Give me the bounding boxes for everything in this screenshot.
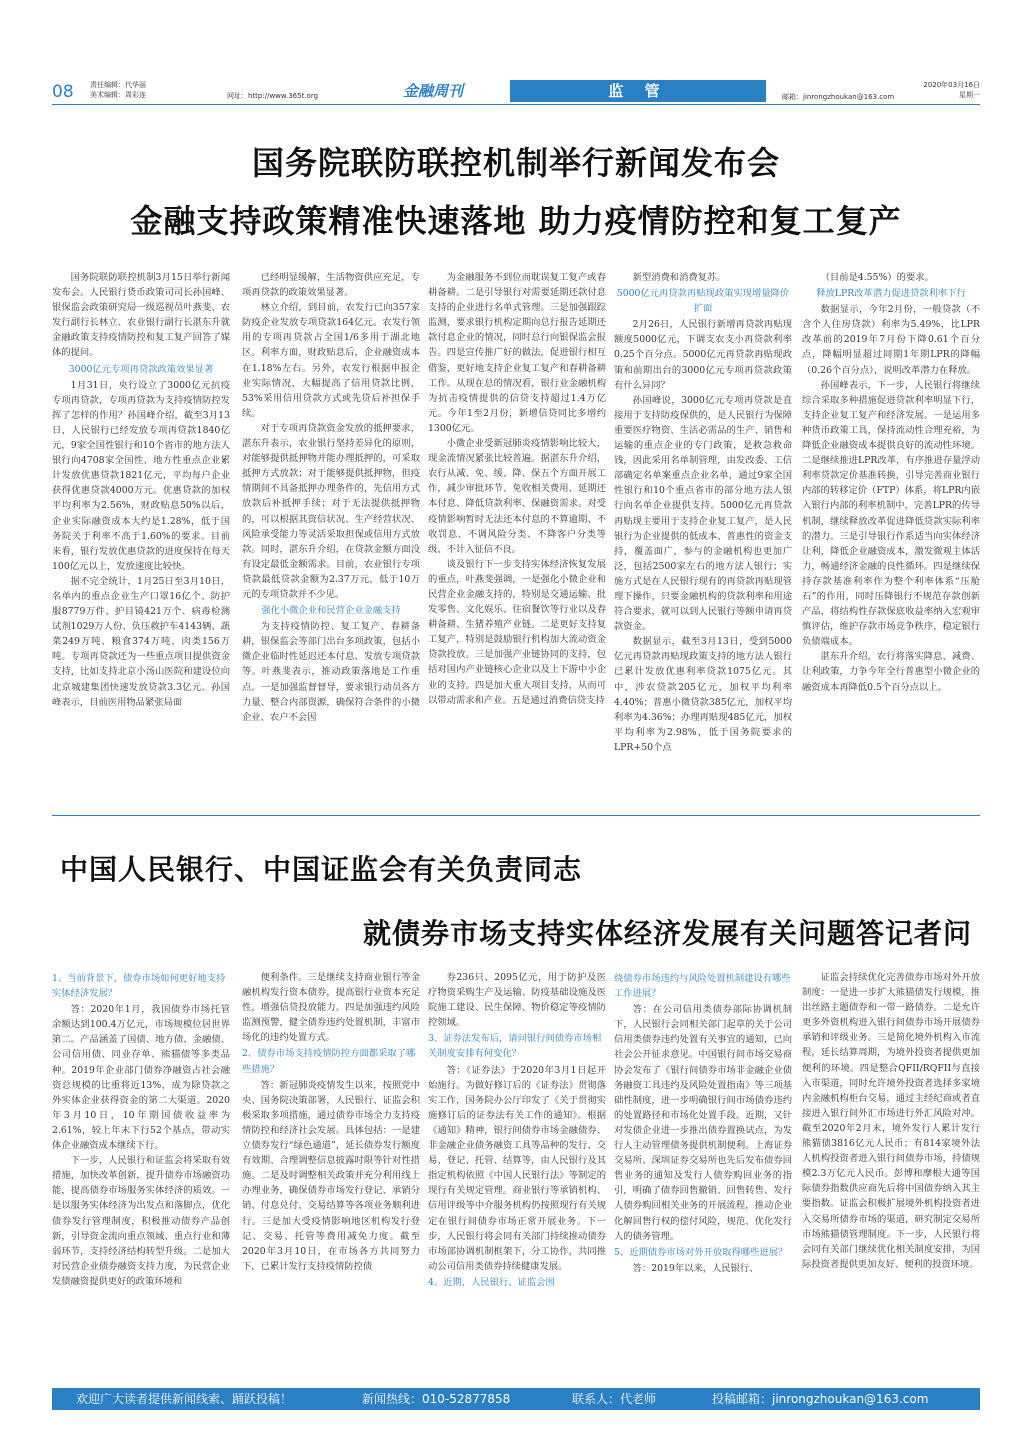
article1-col4 — [614, 270, 792, 800]
section-divider — [52, 815, 980, 816]
subheading: 3、证券法发布后，请问银行间债券市场相关制度安排有何变化？ — [428, 1033, 602, 1060]
paragraph: 答：在公司信用类债券部际协调机制下，人民银行会同相关部门起草的关于公司信用类债券违约处置有关事宜的通知，已向社会公开征求意见。中国银行间市场交易商协会发布了《银行间债券市场非金融企业债务融资工具违约及风险处置指南》等三项基础性制度，进一步明确银行间市场债券违约的处置路径和市场化处置手段。近期，又针对发债企业进一步推出债券置换试点，为发行人主动管理债务提供机制便利。上海证券交易所、深圳证券交易所也先后发布债券回售业务的通知及发行人债券购回业务的指引，明确了债券回售撤销、回售转售、发行人债券购回相关业务的开展流程，推动企业化解回售行权的偿付风险，规范、优化发行人的债务管理。 — [614, 1004, 792, 1242]
footer-hotline: 新闻热线：010-52877858 — [362, 1392, 511, 1406]
website: 网址：http://www.365t.org — [227, 92, 319, 100]
article2-col1 — [52, 970, 230, 1380]
paragraph: 小微企业受新冠肺炎疫情影响比较大，现金流情况紧张比较普遍。据湛东升介绍，农行从减、免、缓、降、保五个方面开展工作，减少审批环节、免收相关费用、延期还本付息、降低贷款利率、保融资需求。对受疫情影响暂时无法还本付息的不算逾期、不收罚息、不调风险分类、不降客户分类等级、不计入征信不良。 — [428, 438, 606, 555]
paragraph: 据不完全统计，1月25日至3月10日，名单内的重点企业生产口罩16亿个、防护服8779万件、护目镜421万个、病毒检测试剂1029万人份、负压救护车4143辆、蔬菜249万吨、粮食374万吨、肉类156万吨。专项再贷款还为一些重点项目提供资金支持，比如支持北京小汤山医院和建设位向北京城建集团快速发放贷款3.3亿元。孙国峰表示，目前医用物品紧张局面 — [52, 575, 230, 708]
article2-col5 — [802, 970, 980, 1380]
article2-col3 — [428, 970, 606, 1380]
article1-headline2: 金融支持政策精准快速落地 助力疫情防控和复工复产 — [130, 202, 902, 240]
paragraph: 数据显示，截至3月13日，受到5000亿元再贷款再贴现政策支持的地方法人银行已累计发放优惠利率贷款1075亿元。其中，涉农贷款205亿元，加权平均利率4.40%；普惠小微贷款385亿元，加权平均利率为4.36%；办理再贴现485亿元，加权平均利率为2.98%，低于国务院要求的LPR+50个点 — [614, 636, 792, 753]
paragraph: 湛东升介绍，农行将落实降息、减费、让利政策，力争今年全行普惠型小微企业的融资成本再降低0.5个百分点以上。 — [802, 651, 980, 693]
paragraph: 下一步，人民银行和证监会将采取有效措施，加快改革创新，提升债券市场融资功能，提高债券市场服务实体经济的质效。一是以服务实体经济为出发点和落脚点，优化债券发行管理制度，积极推动债券产品创新，引导资金流向重点领域、重点行业和薄弱环节，支持经济结构转型升级。二是加大对民营企业债券融资支持力度，为民营企业发债融资提供更好的政策环境和 — [52, 1155, 230, 1287]
editor-line: 责任编辑：代华丽 — [90, 81, 146, 89]
paragraph: 证监会持续优化完善债券市场对外开放制度：一是进一步扩大熊猫债发行规模，推出丝路主题债券和一带一路债券。二是允许更多外资机构进入银行间债券市场开展债券承销和评级业务。三是简化境外机构入市流程，延长结算周期，为境外投资者提供更加便利的环境。四是整合QFII/RQFII与直接入市渠道，同时允许境外投资者选择多家境内金融机构柜台交易，通过主经纪商或者直接进入银行间外汇市场进行外汇风险对冲。截至2020年2月末，境外发行人累计发行熊猫债3816亿元人民币；有814家境外法人机构投资者进入银行间债券市场，持债规模2.3万亿元人民币。彭博和摩根大通等国际债券指数供应商先后将中国债券纳入其主要指数。证监会积极扩展境外机构投资者进入交易所债券市场的渠道，研究制定交易所市场熊猫债管理制度。下一步，人民银行将会同有关部门继续优化相关制度安排，为国际投资者提供更加友好、便利的投资环境。 — [802, 972, 980, 1270]
footer-welcome: 欢迎广大读者提供新闻线索、踊跃投稿！ — [76, 1392, 293, 1406]
article2-col2 — [242, 970, 420, 1380]
subheading: 3000亿元专项再贷款政策效果显著 — [68, 363, 214, 375]
article2-headline2: 就债券市场支持实体经济发展有关问题答记者问 — [362, 917, 972, 950]
paragraph: 1月31日，央行设立了3000亿元抗疫专项再贷款，专项再贷款为支持疫情防控发挥了怎样的作用？孙国峰介绍，截至3月13日，人民银行已经发放专项再贷款1840亿元，9家全国性银行和10个省市的地方法人银行向4708家全国性、地方性重点企业累计发放优惠贷款1821亿元，平均每户企业获得优惠贷款4000万元。优惠贷款的加权平均利率为2.56%，财政贴息50%以后，企业实际融资成本大约是1.28%，低于国务院关于利率不高于1.60%的要求。目前来看，银行发放优惠贷款的进度保持在每天100亿元以上，发放速度比较快。 — [52, 379, 230, 572]
art-editor-line: 美术编辑：周彩连 — [90, 91, 146, 99]
subheading: 释放LPR改革潜力促进贷款利率下行 — [816, 288, 966, 300]
paragraph: 林立介绍，到目前，农发行已向357家防疫企业发放专项贷款164亿元。农发行领用的专项再贷款占全国1/6多用于湖北地区。利率方面，财政贴息后，企业融资成本在1.18%左右。另外，农发行根据申报企业实际情况，大幅提高了信用贷款比例，53%采用信用贷款方式或先贷后补担保手续。 — [242, 302, 420, 419]
issue-date — [923, 80, 980, 100]
footer-contact: 联系人：代老师 — [572, 1392, 657, 1406]
paragraph: 为支持疫情防控、复工复产、春耕备耕，银保监会等部门出台多项政策，包括小微企业临时性延迟还本付息、发放专项贷款等。叶燕斐表示，推动政策落地是工作重点。一是加强监督督导，要求银行动员各方力量、整合内部资源，确保符合条件的小微企业、农户不会因 — [242, 621, 420, 723]
subheading: 5000亿元再贷款再贴现政策实现增量降价扩面 — [616, 288, 790, 315]
article1-col3 — [428, 270, 606, 800]
paragraph: 便利条件。三是继续支持商业银行等金融机构发行资本债券，提高银行业资本充足性，增强信贷投放能力。四是加强违约风险监测预警，健全债券违约处置机制，丰富市场化的违约处置方式。 — [242, 972, 420, 1044]
paragraph: 新型消费和消费复苏。 — [632, 272, 726, 283]
footer-banner — [52, 1388, 980, 1410]
paragraph: 答：新冠肺炎疫情发生以来，按照党中央、国务院决策部署，人民银行、证监会积极采取多项措施，通过债券市场全力支持疫情防控和经济社会发展。具体包括：一是建立债券发行“绿色通道”，延长债券发行额度有效期、合理调整信息披露时限等针对性措施。二是及时调整相关政策并充分利用线上办理业务，确保债券市场发行登记、承销分销、付息兑付、交易结算等各项业务顺利进行。三是加大受疫情影响地区机构发行登记、交易、托管等费用减免力度。截至2020年3月10日，在市场各方共同努力下，已累计发行支持疫情防控债 — [242, 1079, 420, 1272]
article1-col1 — [52, 270, 230, 800]
date: 2020年03月16日 — [923, 81, 980, 89]
paragraph: 国务院联防联控机制3月15日举行新闻发布会。人民银行货币政策司司长孙国峰、银保监会政策研究局一级巡视员叶燕斐、农发行副行长林立、农业银行副行长湛东升就金融政策支持疫情防控和复工复产回答了媒体的提问。 — [52, 272, 230, 359]
paragraph: 数据显示，今年2月份，一般贷款（不含个人住房贷款）利率为5.49%，比LPR改革前的2019年7月份下降0.61个百分点，降幅明显超过同期1年期LPR的降幅（0.26个百分点），说明改革潜力在释放。 — [802, 304, 980, 376]
paragraph: 孙国峰说，3000亿元专项再贷款是直接用于支持防疫保供的，是人民银行为保障重要医疗物资、生活必需品的生产、销售和运输的重点企业的专门政策，是救急救命钱，因此采用名单制管理，由发改委、工信部确定名单案重点企业名单，通过9家全国性银行和10个重点省市的部分地方法人银行向名单企业提供支持。5000亿元再贷款再贴现主要用于支持企业复工复产，是人民银行为企业提供的低成本、普惠性的资金支持，覆盖面广，参与的金融机构也更加广泛，包括2500家左右的地方法人银行；实施方式是在人民银行现有的再贷款再贴现管理下操作，只要金融机构的贷款利率和用途符合要求，就可以到人民银行等额申请再贷款资金。 — [614, 394, 792, 633]
subheading: 5、近期债券市场对外开放取得哪些进展？ — [614, 1246, 788, 1258]
subheading: 绕债券市场违约与风险处置机制建设有哪些工作进展？ — [614, 973, 791, 1000]
subheading: 1、当前背景下，债券市场如何更好地支持实体经济发展？ — [52, 973, 226, 1000]
brand-logo: 金融周刊 — [402, 82, 463, 100]
paragraph: 2月26日，人民银行新增再贷款再贴现额度5000亿元，下调支农支小再贷款利率0.25个百分点。5000亿元再贷款再贴现政策和前期出台的3000亿元专项再贷款政策有什么异同？ — [614, 319, 792, 391]
article2-headline1: 中国人民银行、中国证监会有关负责同志 — [60, 853, 583, 886]
subheading: 4、近期，人民银行、证监会围 — [428, 1276, 555, 1288]
weekday: 星期一 — [959, 91, 980, 99]
section-title: 监 管 — [510, 80, 766, 102]
paragraph: 答：《证券法》于2020年3月1日起开始施行。为做好修订后的《证券法》贯彻落实工作，国务院办公厅印发了《关于贯彻实施修订后的证券法有关工作的通知》。根据《通知》精神，银行间债券市场金融债券、非金融企业债务融资工具等品种的发行、交易、登记、托管、结算等，由人民银行及其指定机构依照《中国人民银行法》等制定的现行有关规定管理。商业银行等承销机构、信用评级等中介服务机构仍按照现行有关规定在银行间债券市场正常开展业务。下一步，人民银行将会同有关部门持续推动债券市场部协调机制框架下，分工协作，共同推动公司信用类债券持续健康发展。 — [428, 1064, 606, 1272]
paragraph: 为金融服务不到位而耽误复工复产或春耕备耕。二是引导银行对需要延期还款付息支持的企业进行名单式管理。三是加强跟踪监测，要求银行机构定期向总行报告延期还款付息企业的情况，同时总行向银保监会报告。四是宣传推广好的做法，促进银行相互借鉴，更好地支持企业复工复产和春耕备耕工作。从现在总的情况看，银行业金融机构为抗击疫情提供的信贷支持超过1.4万亿元。今年1至2月份，新增信贷同比多增约1300亿元。 — [428, 272, 606, 434]
paragraph: （目前是4.55%）的要求。 — [820, 272, 934, 283]
paragraph: 孙国峰表示，下一步，人民银行将继续综合采取多种措施促进贷款利率明显下行，支持企业复工复产和经济发展。一是运用多种货币政策工具，保持流动性合理充裕，为降低企业融资成本提供良好的流动性环境。二是继续推进LPR改革，有序推进存量浮动利率贷款定价基准转换，引导完善商业银行内部的转移定价（FTP）体系，将LPR内嵌入银行内部的利率机制中，完善LPR的传导机制，继续释放改革促进降低贷款实际利率的潜力。三是引导银行作系适当向实体经济让利，降低企业融资成本，激发微观主体活力，畅通经济金融的良性循环。四是继续保持存款基准利率作为整个利率体系“压舱石”的作用，同时压降银行不规范存款创新产品，将结构性存款保底收益率纳入宏观审慎评估，维护存款市场竞争秩序，稳定银行负债端成本。 — [802, 379, 980, 648]
subheading: 强化小微企业和民营企业金融支持 — [261, 605, 401, 617]
footer-email: 投稿邮箱：jinrongzhoukan@163.com — [712, 1392, 929, 1406]
paragraph: 券236只、2095亿元，用于防护及医疗物资采购生产及运输、防疫基础设施及医院施工建设、民生保障、物价稳定等疫情防控领域。 — [428, 972, 606, 1029]
email: 邮箱：jinrongzhoukan@163.com — [782, 93, 895, 101]
article1-col2 — [242, 270, 420, 800]
article1-col5 — [802, 270, 980, 800]
paragraph: 答：2020年1月，我国债券市场托管余额达到100.4万亿元，市场规模位居世界第二。产品涵盖了国债、地方债、金融债、公司信用债、同业存单、熊猫债等多类品种。2019年企业部门债券净融资占社会融资总规模的比重将近13%，成为除贷款之外实体企业获得资金的第二大渠道。2020年3月10日，10年期国债收益率为2.61%，较上年末下行52个基点，带动实体企业融资成本继续下行。 — [52, 1004, 230, 1152]
paragraph: 已经明显缓解，生活物资供应充足，专项再贷款的政策效果显著。 — [242, 272, 420, 299]
subheading: 2、债券市场支持疫情防控方面都采取了哪些措施？ — [242, 1048, 416, 1075]
page-number: 08 — [52, 82, 74, 102]
top-rule — [52, 104, 980, 105]
masthead — [52, 80, 980, 104]
editors — [90, 80, 146, 100]
paragraph: 谈及银行下一步支持实体经济恢复发展的重点，叶燕斐强调，一是强化小微企业和民营企业金融支持的，特别是交通运输、批发零售、文化娱乐、住宿餐饮等行业以及春耕备耕、生猪养殖产业链。二是更好支持复工复产，特别是鼓励银行机构加大流动资金贷款投放。三是加强产业链协同的支持，包括对国内产业链核心企业以及上下游中小企业的支持。四是加大重大项目支持，从而可以带动需求和产业。五是通过消费信贷支持 — [428, 558, 606, 706]
paragraph: 答：2019年以来，人民银行、 — [632, 1262, 759, 1274]
article2-col4 — [614, 970, 792, 1380]
article1-headline1: 国务院联防联控机制举行新闻发布会 — [251, 144, 780, 182]
paragraph: 对于专项再贷款资金发放的抵押要求，湛东升表示，农业银行坚持差异化的原则，对能够提供抵押物并能办理抵押的，可采取抵押方式放款；对于能够提供抵押物，但疫情期间不具备抵押办理条件的，先信用方式放款后补抵押手续；对于无法提供抵押物的，可以根据其资信状况、生产经营状况、风险承受能力等灵活采取担保或信用方式放款。同时，湛东升介绍，在贷款金额方面没有设定最低金额需求。目前，农业银行专项贷款最低贷款金额为2.37万元，低于10万元的专项贷款并不少见。 — [242, 422, 420, 600]
